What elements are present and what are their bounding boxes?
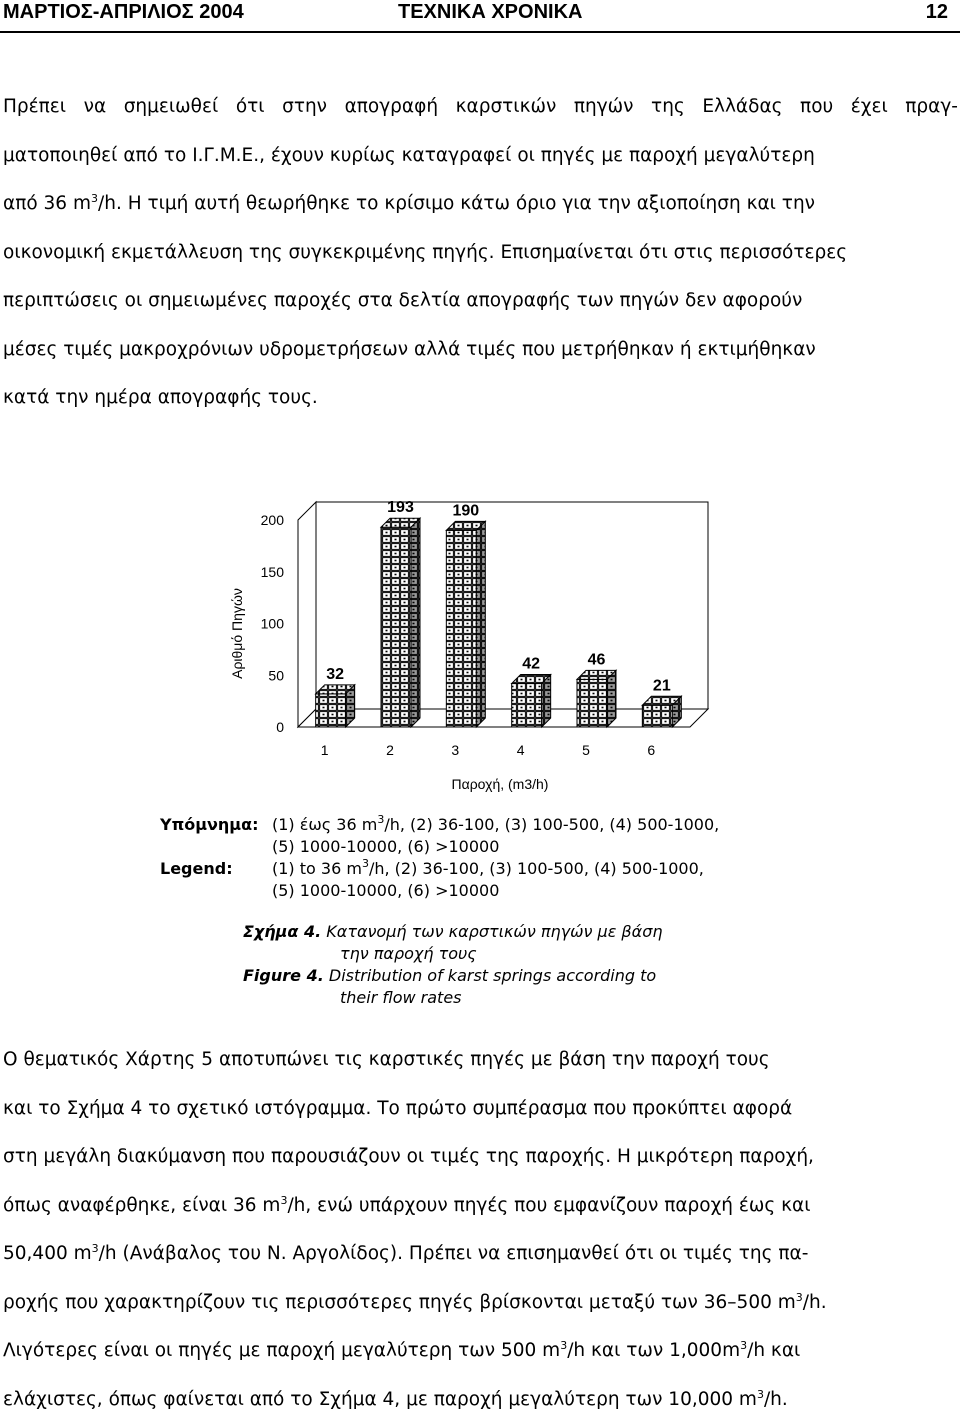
bar-side — [542, 675, 551, 727]
flow-histogram — [220, 480, 720, 800]
journal-title: ΤΕΧΝΙΚΑ ΧΡΟΝΙΚΑ — [398, 1, 582, 24]
legend-text: (5) 1000-10000, (6) >10000 — [272, 836, 499, 858]
paragraph-line: ματοποιηθεί από το Ι.Γ.Μ.Ε., έχουν κυρίως καταγραφεί οι πηγές με παροχή μεγαλύτερη — [3, 132, 958, 181]
bar — [446, 521, 485, 727]
bar-side — [607, 670, 616, 727]
paragraph-line: ροχής που χαρακτηρίζουν τις περισσότερες πηγές βρίσκονται μεταξύ των 36–500 $m^3/h$. — [3, 1279, 958, 1328]
figure-caption — [243, 921, 763, 1009]
y-axis-title: Αριθμό Πηγών — [229, 588, 245, 679]
paragraph-line: οικονομική εκμετάλλευση της συγκεκριμένης πηγής. Επισημαίνεται ότι στις περισσότερες — [3, 229, 958, 278]
chart-back-wall — [316, 502, 708, 709]
legend-label-en: Legend: — [160, 858, 233, 880]
bar — [642, 696, 681, 727]
caption-line: their flow rates — [243, 987, 763, 1009]
x-tick-label: 1 — [321, 742, 329, 758]
paragraph-line: κατά την ημέρα απογραφής τους. — [3, 374, 958, 423]
legend-text: (5) 1000-10000, (6) >10000 — [272, 880, 499, 902]
chart-side-wall — [298, 502, 316, 727]
x-tick-label: 6 — [647, 742, 655, 758]
page-header — [0, 0, 960, 30]
caption-line: Σχήμα 4. Κατανομή των καρστικών πηγών με βάση — [243, 921, 763, 943]
x-axis-title: Παροχή, (m3/h) — [452, 776, 549, 792]
paragraph-line: Ο θεματικός Χάρτης 5 αποτυπώνει τις καρστικές πηγές με βάση την παροχή τους — [3, 1036, 958, 1085]
paragraph-line: στη μεγάλη διακύμανση που παρουσιάζουν οι τιμές της παροχής. Η μικρότερη παροχή, — [3, 1133, 958, 1182]
y-tick-label: 200 — [261, 512, 285, 528]
bar-front — [381, 527, 411, 727]
paragraph-line: Λιγότερες είναι οι πηγές με παροχή μεγαλύτερη των 500 $m^3/h$ και των $1,000m^3/h$ και — [3, 1327, 958, 1376]
bar-value-label: 190 — [452, 502, 479, 519]
bar-value-label: 42 — [522, 656, 540, 673]
caption-label-gr: Σχήμα 4. — [243, 922, 321, 941]
y-tick-label: 150 — [261, 564, 285, 580]
caption-line: Figure 4. Distribution of karst springs according to — [243, 965, 763, 987]
bar — [512, 675, 551, 727]
chart-frame — [298, 502, 708, 727]
bar-side — [476, 521, 485, 727]
y-tick-label: 50 — [268, 667, 284, 683]
figure-legend — [160, 814, 860, 902]
paragraph-line: όπως αναφέρθηκε, είναι 36 $m^3/h$, ενώ υπάρχουν πηγές που εμφανίζουν παροχή έως και — [3, 1182, 958, 1231]
legend-text: (1) to 36 $m^3/h$, (2) 36-100, (3) 100-500, (4) 500-1000, — [272, 858, 704, 880]
paragraph-line: 50,400 $m^3/h$ (Ανάβαλος του Ν. Αργολίδος). Πρέπει να επισημανθεί ότι οι τιμές της πα- — [3, 1230, 958, 1279]
paragraph-2 — [3, 1036, 958, 1424]
caption-line: την παροχή τους — [243, 943, 763, 965]
legend-text: (1) έως 36 $m^3/h$, (2) 36-100, (3) 100-500, (4) 500-1000, — [272, 814, 719, 836]
y-tick-label: 0 — [276, 719, 284, 735]
bar — [577, 670, 616, 727]
paragraph-line: Πρέπει να σημειωθεί ότι στην απογραφή καρστικών πηγών της Ελλάδας που έχει πραγ- — [3, 83, 958, 132]
bar-value-label: 46 — [588, 651, 606, 668]
x-tick-label: 4 — [517, 742, 525, 758]
caption-label-en: Figure 4. — [243, 966, 324, 985]
bar — [316, 685, 355, 727]
x-tick-label: 2 — [386, 742, 394, 758]
bar-front — [512, 684, 542, 727]
bar-value-label: 193 — [387, 499, 414, 516]
paragraph-line: από 36 $m^3/h$. Η τιμή αυτή θεωρήθηκε το κρίσιμο κάτω όριο για την αξιοποίηση και την — [3, 180, 958, 229]
bar-front — [577, 679, 607, 727]
bar-value-label: 32 — [326, 666, 344, 683]
bar-front — [446, 530, 476, 727]
paragraph-line: ελάχιστες, όπως φαίνεται από το Σχήμα 4, με παροχή μεγαλύτερη των 10,000 $m^3/h$. — [3, 1376, 958, 1424]
bar-value-label: 21 — [653, 677, 671, 694]
x-tick-label: 3 — [451, 742, 459, 758]
y-tick-label: 100 — [261, 616, 285, 632]
paragraph-line: περιπτώσεις οι σημειωμένες παροχές στα δελτία απογραφής των πηγών δεν αφορούν — [3, 277, 958, 326]
page-number: 12 — [926, 1, 948, 24]
bar-front — [642, 705, 672, 727]
header-rule — [0, 31, 960, 33]
bar-front — [316, 694, 346, 727]
journal-issue: ΜΑΡΤΙΟΣ-ΑΠΡΙΛΙΟΣ 2004 — [3, 1, 244, 24]
bar — [381, 518, 420, 727]
paragraph-line: και το Σχήμα 4 το σχετικό ιστόγραμμα. Το πρώτο συμπέρασμα που προκύπτει αφορά — [3, 1085, 958, 1134]
bar-side — [411, 518, 420, 727]
paragraph-line: μέσες τιμές μακροχρόνιων υδρομετρήσεων αλλά τιμές που μετρήθηκαν ή εκτιμήθηκαν — [3, 326, 958, 375]
x-tick-label: 5 — [582, 742, 590, 758]
paragraph-1 — [3, 83, 958, 423]
legend-label-gr: Υπόμνημα: — [160, 814, 258, 836]
